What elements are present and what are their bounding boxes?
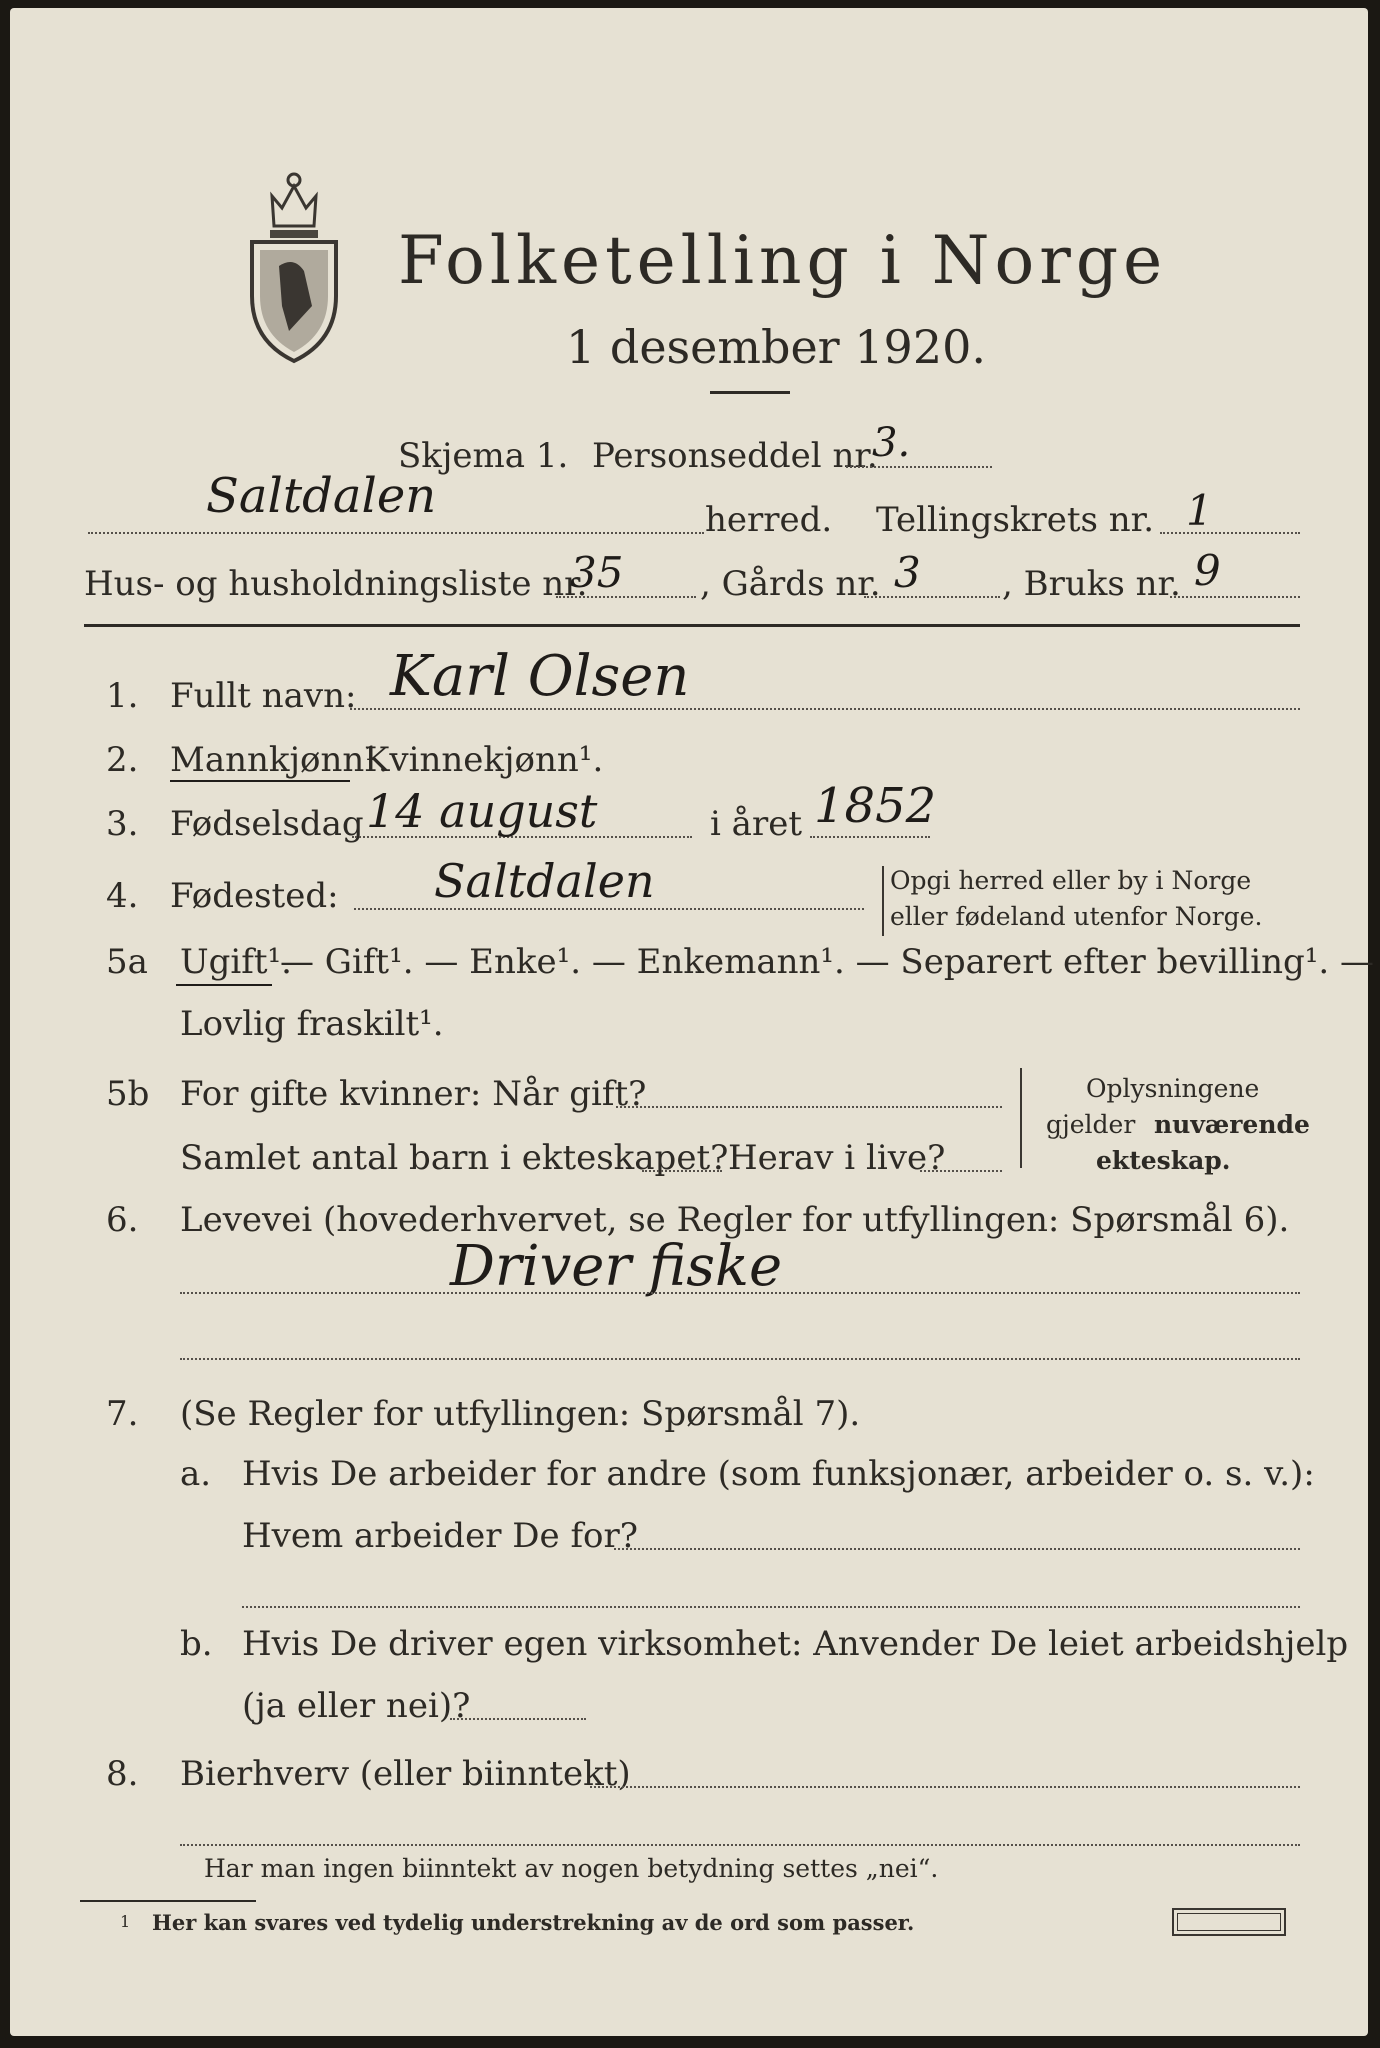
q2-male-underline xyxy=(170,780,350,782)
q1-label: Fullt navn: xyxy=(170,676,357,716)
q6-number: 6. xyxy=(106,1200,139,1240)
herred-line xyxy=(88,532,704,534)
q3-year-line xyxy=(810,836,930,838)
q6-line-2 xyxy=(180,1358,1300,1360)
q5b-note-2: gjelder xyxy=(1046,1110,1136,1139)
q7b-line-1: Hvis De driver egen virksomhet: Anvender De leiet arbeidshjelp xyxy=(242,1624,1349,1664)
q2-female: Kvinnekjønn¹. xyxy=(364,740,604,780)
q4-line xyxy=(354,908,864,910)
title-rule xyxy=(710,391,790,394)
herred-value[interactable]: Saltdalen xyxy=(206,468,437,524)
q5a-ugift: Ugift¹. xyxy=(180,942,292,982)
form-title: Folketelling i Norge xyxy=(398,222,1168,299)
coat-of-arms-icon xyxy=(234,156,354,366)
footnote-rule xyxy=(80,1900,256,1902)
q7-label: (Se Regler for utfyllingen: Spørsmål 7). xyxy=(180,1394,861,1434)
q6-value[interactable]: Driver fiske xyxy=(450,1234,783,1299)
q3-number: 3. xyxy=(106,804,139,844)
hus-label: Hus- og husholdningsliste nr. xyxy=(84,564,588,604)
tellingskrets-label: Tellingskrets nr. xyxy=(876,500,1155,540)
q3-year-label: i året xyxy=(710,804,802,844)
footnote-text: Her kan svares ved tydelig understrekning av de ord som passer. xyxy=(152,1910,915,1935)
gards-line xyxy=(864,596,1000,598)
q5b-note-2b: nuværende xyxy=(1154,1110,1310,1139)
q2-male: Mannkjønn¹. xyxy=(170,740,389,780)
q8-line-1 xyxy=(590,1786,1300,1788)
bruks-line xyxy=(1170,596,1300,598)
q8-label: Bierhverv (eller biinntekt) xyxy=(180,1754,631,1794)
q5b-note-3: ekteskap. xyxy=(1096,1146,1231,1175)
q3-label: Fødselsdag xyxy=(170,804,364,844)
q7b-letter: b. xyxy=(180,1624,213,1664)
tellingskrets-value[interactable]: 1 xyxy=(1186,486,1213,535)
skjema-label: Skjema 1. xyxy=(398,436,569,476)
q6-label: Levevei (hovederhvervet, se Regler for utfyllingen: Spørsmål 6). xyxy=(180,1200,1290,1240)
q5b-children-line xyxy=(642,1170,722,1172)
q7a-letter: a. xyxy=(180,1454,212,1494)
q4-note-2: eller fødeland utenfor Norge. xyxy=(890,902,1263,931)
tellingskrets-line xyxy=(1160,532,1300,534)
q4-note-1: Opgi herred eller by i Norge xyxy=(890,866,1252,895)
q5a-number: 5a xyxy=(106,942,148,982)
census-date: 1 desember 1920. xyxy=(566,320,986,374)
q3-value[interactable]: 14 august xyxy=(366,784,598,838)
q4-number: 4. xyxy=(106,876,139,916)
personseddel-line xyxy=(846,466,992,468)
q2-number: 2. xyxy=(106,740,139,780)
q8-line-2 xyxy=(180,1844,1300,1846)
hus-value[interactable]: 35 xyxy=(570,548,624,597)
q4-value[interactable]: Saltdalen xyxy=(434,854,655,908)
q7-number: 7. xyxy=(106,1394,139,1434)
q5b-note-1: Oplysningene xyxy=(1086,1074,1260,1103)
q5a-options: — Gift¹. — Enke¹. — Enkemann¹. — Separert efter bevilling¹. — xyxy=(280,942,1375,982)
q5a-line-2: Lovlig fraskilt¹. xyxy=(180,1004,444,1044)
q4-label: Fødested: xyxy=(170,876,339,916)
q5b-alive-line xyxy=(920,1170,1002,1172)
q5b-herav: Herav i live? xyxy=(728,1138,946,1178)
bruks-label: , Bruks nr. xyxy=(1002,564,1181,604)
q5b-brace xyxy=(1020,1068,1022,1168)
q6-line-1 xyxy=(180,1292,1300,1294)
q7b-answer-line xyxy=(450,1718,586,1720)
header-rule xyxy=(84,624,1300,627)
q8-number: 8. xyxy=(106,1754,139,1794)
q5b-number: 5b xyxy=(106,1074,150,1114)
q5a-ugift-underline xyxy=(176,984,272,986)
q7a-line-1: Hvis De arbeider for andre (som funksjonær, arbeider o. s. v.): xyxy=(242,1454,1315,1494)
herred-label: herred. xyxy=(705,500,833,540)
q1-number: 1. xyxy=(106,676,139,716)
printer-stamp-icon xyxy=(1172,1908,1286,1936)
gards-label: , Gårds nr. xyxy=(700,564,881,604)
q8-note: Har man ingen biinntekt av nogen betydning settes „nei“. xyxy=(204,1854,939,1883)
q1-value[interactable]: Karl Olsen xyxy=(390,644,690,709)
personseddel-label: Personseddel nr. xyxy=(592,436,878,476)
census-form xyxy=(10,8,1375,2036)
q3-year-value[interactable]: 1852 xyxy=(814,778,937,834)
q7a-answer-line-2 xyxy=(242,1606,1300,1608)
bruks-value[interactable]: 9 xyxy=(1194,546,1221,595)
q7a-line-2: Hvem arbeider De for? xyxy=(242,1516,638,1556)
q5b-married-line xyxy=(616,1106,1002,1108)
q7a-answer-line-1 xyxy=(614,1548,1300,1550)
q5b-line-2: Samlet antal barn i ekteskapet? xyxy=(180,1138,729,1178)
personseddel-value[interactable]: 3. xyxy=(872,420,911,466)
q4-brace xyxy=(882,866,884,936)
footnote-mark: 1 xyxy=(120,1912,131,1931)
q5b-line-1: For gifte kvinner: Når gift? xyxy=(180,1074,647,1114)
q7b-line-2: (ja eller nei)? xyxy=(242,1686,471,1726)
gards-value[interactable]: 3 xyxy=(894,548,921,597)
